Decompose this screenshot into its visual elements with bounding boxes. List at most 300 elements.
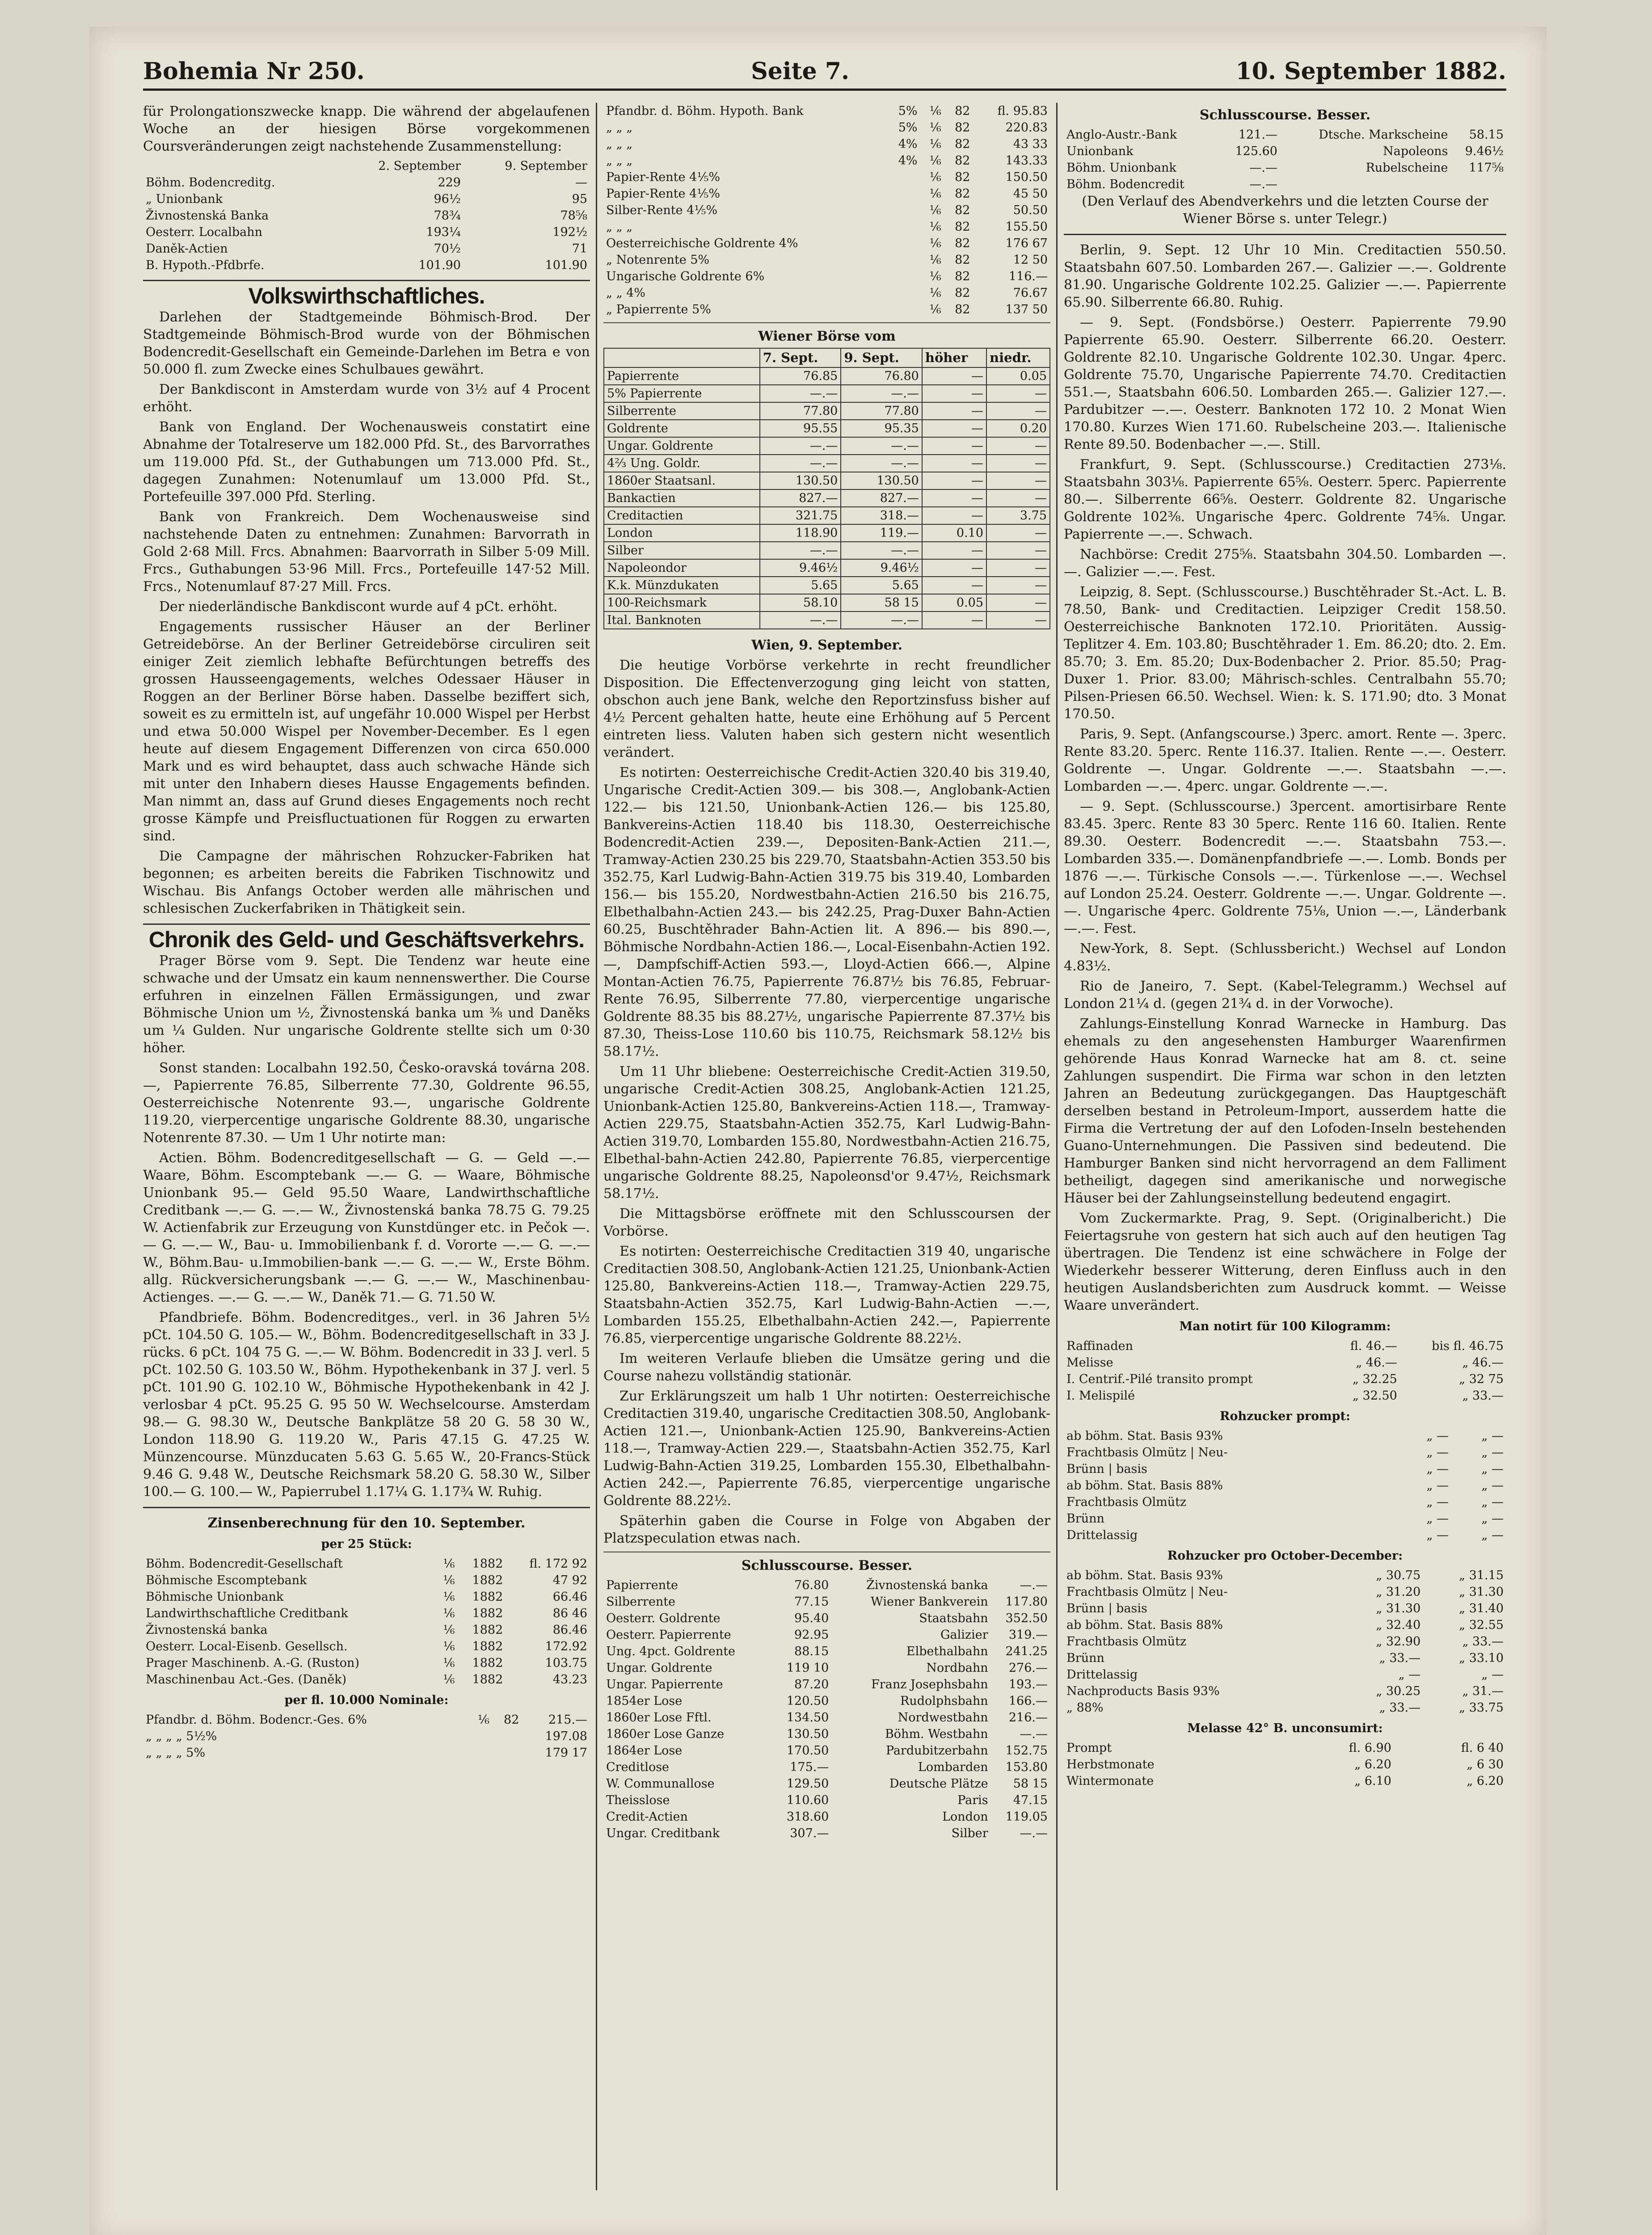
table-subtitle: Rohzucker pro October-December:: [1167, 1549, 1403, 1563]
table-row: [1064, 1338, 1506, 1354]
table-cell: 1854er Lose: [606, 1694, 683, 1708]
divider: [143, 924, 590, 925]
table-cell: 197.08: [545, 1729, 587, 1743]
table-cell: 1882: [472, 1607, 503, 1620]
column-1: [143, 103, 590, 2190]
molasses-table: [1064, 1740, 1506, 1789]
table-row: [1064, 160, 1506, 176]
table-cell: 50.50: [1013, 203, 1048, 217]
table-row: [143, 1589, 590, 1605]
table-cell: Böhm. Bodencredit-Gesellschaft: [146, 1557, 343, 1571]
intro-paragraph: für Prolongationszwecke knapp. Die während der abgelaufenen Woche an der hiesigen Börse vorgekommenen Coursveränderungen zeigt nachstehende Zusammenstellung:: [143, 104, 590, 154]
table-row: [604, 577, 1050, 594]
table-row: [143, 158, 590, 174]
table-cell: Prompt: [1066, 1741, 1112, 1755]
table-cell: 0.20: [986, 420, 1050, 437]
table-cell: ⅙: [929, 121, 941, 135]
table-cell: Oesterr. Goldrente: [606, 1611, 721, 1625]
paragraph: Es notirten: Oesterreichische Creditactien 319 40, ungarische Creditactien 308.50, Anglobank-Actien 121.25, Unionbank-Actien 125.80, Bankvereins-Actien 118.—, Tramway-Actien 229.75, Staatsbahn-Actien 352.75, Karl Ludwig-Bahn-Actien —.—, Lombarden 155.25, Elbethalbahn-Actien 242.—, Papierrente 76.85, vierpercentige ungarische Goldrente 88.22½.: [603, 1244, 1050, 1346]
table-row: [603, 1726, 1050, 1742]
table-row: [143, 207, 590, 224]
table-cell: 176 67: [1005, 236, 1048, 250]
table-cell: „ 32.55: [1459, 1618, 1504, 1632]
table-cell: 216.—: [1008, 1711, 1048, 1725]
table-cell: —.—: [760, 385, 841, 402]
table-row: [143, 1671, 590, 1688]
table-cell: 116.—: [1008, 270, 1048, 283]
table-row: [143, 1572, 590, 1589]
table-cell: 76.80: [841, 367, 922, 385]
table-cell: 155.50: [1005, 220, 1048, 234]
table-cell: 4⅔ Ung. Goldr.: [604, 455, 760, 472]
table-cell: 47.15: [1013, 1793, 1048, 1807]
table-row: [604, 489, 1050, 507]
table-cell: 130.50: [760, 472, 841, 489]
paragraph: Engagements russischer Häuser an der Berliner Getreidebörse. An der Berliner Getreidebörse circuliren seit einiger Zeit ziemlich lebhafte Befürchtungen betreffs des grossen Hausseengagements, welches Odessaer Häuser in Roggen an der Berliner Börse haben. Dasselbe beziffert sich, soweit es zu ermitteln ist, auf ungefähr 10.000 Wispel per Herbst und etwa 50.000 Wispel per November-December. Es l egen heute auf diesem Engagement Differenzen von circa 650.000 Mark und es wird behauptet, dass auch schwache Hände sich mit unter den Inhabern dieses Hausse Engagements befinden. Man nimmt an, dass auf Grund dieses Engagements noch recht grosse Kämpfe und Preisfluctuationen für Roggen zu erwarten sind.: [143, 619, 590, 844]
paragraph: Der Bankdiscont in Amsterdam wurde von 3½ auf 4 Procent erhöht.: [143, 382, 590, 415]
table-row: [1064, 1527, 1506, 1543]
table-cell: „ 31.30: [1459, 1585, 1504, 1599]
table-cell: 77.80: [841, 402, 922, 420]
table-cell: —: [922, 577, 986, 594]
table-row: [1064, 1477, 1506, 1494]
table-cell: Ungar. Creditbank: [606, 1826, 720, 1840]
table-row: [603, 1759, 1050, 1775]
table-subtitle: Rohzucker prompt:: [1220, 1409, 1350, 1423]
divider: [143, 1507, 590, 1508]
table-row: [1064, 1428, 1506, 1444]
table-row: [604, 385, 1050, 402]
paragraph: — 9. Sept. (Fondsbörse.) Oesterr. Papierrente 79.90 Papierrente 65.90. Oesterr. Silberrente 66.20. Oesterr. Goldrente 82.10. Ungarische Goldrente 102.30. Ungar. 4perc. Goldrente 75.70, Ungarische Papierrente 74.70. Creditactien 551.—, Staatsbahn 606.50. Lombarden 265.—. Galizier 127.—. Pardubitzer —.—. Oesterr. Banknoten 172 10. 2 Monat Wien 170.80. Kurzes Wien 171.60. Rubelscheine 203.—. Italienische Rente 89.50. Bodenbacher —.—. Still.: [1064, 315, 1506, 452]
table-cell: 82: [955, 121, 970, 135]
table-cell: 143.33: [1005, 154, 1048, 168]
table-row: [1064, 1371, 1506, 1387]
table-cell: „ —: [1426, 1462, 1449, 1476]
column-divider: [1056, 103, 1058, 2190]
table-title: Man notirt für 100 Kilogramm:: [1179, 1320, 1391, 1333]
table-cell: [1451, 176, 1506, 193]
table-cell: 9.46½: [1465, 144, 1504, 158]
table-cell: „ „ 4%: [606, 286, 645, 300]
table-cell: „ 32.40: [1376, 1618, 1421, 1632]
table-row: [603, 119, 1050, 136]
table-cell: Živnostenská Banka: [146, 209, 269, 223]
table-row: [603, 202, 1050, 219]
table-cell: 5% Papierrente: [604, 385, 760, 402]
section-body: [143, 308, 590, 917]
table-cell: „ 6.20: [1354, 1758, 1391, 1771]
table-cell: „ 88%: [1066, 1701, 1104, 1715]
change-table: [143, 158, 590, 274]
table-cell: „ —: [1481, 1446, 1504, 1459]
table-cell: 58 15: [1013, 1777, 1048, 1791]
table-cell: —: [986, 542, 1050, 559]
table-cell: W. Communallose: [606, 1777, 715, 1791]
table-cell: Brünn: [1066, 1512, 1104, 1526]
table-cell: 95.40: [794, 1611, 829, 1625]
table-cell: 276.—: [1008, 1661, 1048, 1675]
table-cell: 119 10: [786, 1661, 829, 1675]
table-cell: —: [986, 594, 1050, 611]
table-cell: 170.50: [786, 1744, 829, 1758]
table-cell: Ungar. Papierrente: [606, 1678, 723, 1691]
table-cell: ⅙: [443, 1673, 455, 1687]
table-cell: Paris: [957, 1793, 988, 1807]
table-row: [1064, 1444, 1506, 1461]
paragraph: Der niederländische Bankdiscont wurde auf 4 pCt. erhöht.: [159, 599, 558, 615]
table-cell: —: [986, 559, 1050, 577]
table-cell: „ „ „ „ 5%: [146, 1746, 206, 1760]
table-cell: Nachproducts Basis 93%: [1066, 1684, 1220, 1698]
table-cell: fl. 46.—: [1350, 1339, 1397, 1353]
raw-sugar-october-table: [1064, 1567, 1506, 1716]
table-cell: K.k. Münzdukaten: [604, 577, 760, 594]
table-cell: Nordbahn: [926, 1661, 988, 1675]
table-cell: 58 15: [841, 594, 922, 611]
table-cell: „ 6 30: [1467, 1758, 1504, 1771]
table-cell: —.—: [841, 385, 922, 402]
table-row: [603, 1742, 1050, 1759]
table-cell: Silberrente: [604, 402, 760, 420]
table-cell: 5%: [898, 104, 918, 118]
table-cell: 137 50: [1005, 303, 1048, 316]
table-cell: Pardubitzerbahn: [885, 1744, 988, 1758]
table-cell: „ „ „: [606, 220, 633, 234]
table-row: [604, 611, 1050, 629]
table-cell: ab böhm. Stat. Basis 93%: [1066, 1569, 1223, 1582]
table-cell: Ital. Banknoten: [604, 611, 760, 629]
table-cell: Pfandbr. d. Böhm. Hypoth. Bank: [606, 104, 804, 118]
table-cell: 82: [955, 154, 970, 168]
table-cell: 5%: [898, 121, 918, 135]
table-cell: [886, 268, 920, 285]
table-cell: 150.50: [1005, 170, 1048, 184]
table-cell: 121.—: [1238, 128, 1277, 142]
table-cell: Oesterreichische Goldrente 4%: [606, 236, 798, 250]
table-cell: B. Hypoth.-Pfdbrfe.: [146, 258, 265, 272]
table-cell: 86.46: [552, 1623, 587, 1637]
table-cell: ⅙: [443, 1656, 455, 1670]
table-cell: [1280, 176, 1451, 193]
table-row: [604, 472, 1050, 489]
table-cell: 45 50: [1013, 187, 1048, 201]
table-row: [603, 1825, 1050, 1842]
interest-table-2: [143, 1712, 590, 1761]
table-cell: —.—: [841, 455, 922, 472]
table-row: [1064, 1510, 1506, 1527]
table-cell: 82: [955, 187, 970, 201]
table-row: [604, 542, 1050, 559]
table-row: [143, 1728, 590, 1745]
table-cell: 92.95: [794, 1628, 829, 1642]
table-cell: [886, 301, 920, 318]
table-cell: „ —: [1426, 1512, 1449, 1526]
table-cell: ⅙: [443, 1590, 455, 1604]
table-cell: 95.55: [760, 420, 841, 437]
table-cell: [492, 1728, 522, 1745]
table-cell: „ 32.50: [1352, 1389, 1397, 1403]
table-cell: Böhm. Bodencreditg.: [146, 176, 275, 190]
table-row: [603, 1693, 1050, 1709]
table-cell: —: [986, 489, 1050, 507]
table-cell: 1882: [472, 1557, 503, 1571]
table-cell: 179 17: [545, 1746, 587, 1760]
table-cell: 4%: [898, 137, 918, 151]
table-cell: —: [575, 176, 587, 190]
table-cell: ab böhm. Stat. Basis 93%: [1066, 1429, 1223, 1443]
table-cell: Rudolphsbahn: [900, 1694, 988, 1708]
table-cell: Elbethalbahn: [906, 1645, 988, 1658]
table-row: [604, 559, 1050, 577]
table-cell: 9.46½: [841, 559, 922, 577]
raw-sugar-table: [1064, 1428, 1506, 1543]
divider: [1064, 234, 1506, 235]
table-cell: Frachtbasis Olmütz | Neu-: [1066, 1585, 1228, 1599]
table-row: [1064, 1633, 1506, 1650]
table-row: [604, 455, 1050, 472]
table-cell: „ —: [1481, 1512, 1504, 1526]
table-cell: 119.05: [1005, 1810, 1048, 1824]
table-cell: Papier-Rente 4⅕%: [606, 187, 721, 201]
table-cell: —: [922, 611, 986, 629]
table-cell: —.—: [841, 437, 922, 455]
interest-table: [143, 1556, 590, 1688]
table-cell: 119.—: [841, 524, 922, 542]
table-cell: Böhm. Unionbank: [1066, 161, 1176, 175]
paragraph: Berlin, 9. Sept. 12 Uhr 10 Min. Creditactien 550.50. Staatsbahn 607.50. Lombarden 267.—. Galizier —.—. Goldrente 81.90. Ungarische Goldrente 102.25. Galizier —.—. Papierrente 65.90. Silberrente 66.80. Ruhig.: [1064, 242, 1506, 310]
table-cell: 827.—: [841, 489, 922, 507]
table-cell: —.—: [1020, 1578, 1048, 1592]
table-row: [603, 136, 1050, 152]
table-cell: Frachtbasis Olmütz | Neu-: [1066, 1446, 1228, 1459]
table-cell: Creditactien: [604, 507, 760, 524]
table-cell: 319.—: [1008, 1628, 1048, 1642]
table-cell: 3.75: [986, 507, 1050, 524]
table-cell: 43.23: [552, 1673, 587, 1687]
table-cell: „ —: [1426, 1429, 1449, 1443]
table-cell: —: [922, 420, 986, 437]
paragraph: Nachbörse: Credit 275⅝. Staatsbahn 304.50. Lombarden —.—. Galizier —.—. Fest.: [1064, 547, 1506, 580]
table-row: [603, 103, 1050, 119]
table-cell: 101.90: [418, 258, 461, 272]
table-cell: „ 32.25: [1352, 1372, 1397, 1386]
paragraph: Frankfurt, 9. Sept. (Schlusscourse.) Creditactien 273⅛. Staatsbahn 303⅛. Papierrente 65⅝. Oesterr. 5perc. Papierrente 80.—. Silberrente 66⅝. Oesterr. Goldrente 82. Ungarische Goldrente 102⅜. Ungarische 4perc. Goldrente 74⅝. Ungar. Papierrente —.—. Schwach.: [1064, 457, 1506, 542]
table-cell: Papierrente: [604, 367, 760, 385]
table-title: Schlusscourse. Besser.: [741, 1558, 913, 1573]
table-cell: 1882: [472, 1590, 503, 1604]
table-cell: 82: [955, 104, 970, 118]
table-cell: [468, 1745, 492, 1761]
table-cell: [492, 1745, 522, 1761]
table-cell: Anglo-Austr.-Bank: [1066, 128, 1177, 142]
table-cell: [886, 235, 920, 252]
table-cell: ⅙: [929, 203, 941, 217]
table-row: [603, 1709, 1050, 1726]
table-cell: 125.60: [1235, 144, 1277, 158]
table-cell: —.—: [760, 455, 841, 472]
table-cell: 76.80: [794, 1578, 829, 1592]
table-cell: 117⅝: [1469, 161, 1504, 175]
table-cell: 193.—: [1008, 1678, 1048, 1691]
table-cell: „ 31.40: [1459, 1602, 1504, 1615]
table-cell: —: [986, 577, 1050, 594]
table-row: [603, 1676, 1050, 1693]
table-row: [604, 594, 1050, 611]
table-cell: 193¼: [426, 225, 461, 239]
table-cell: Oesterr. Papierrente: [606, 1628, 731, 1642]
table-cell: 82: [955, 270, 970, 283]
table-cell: „ 32 75: [1459, 1372, 1504, 1386]
table-cell: Staatsbahn: [919, 1611, 988, 1625]
table-cell: fl. 6.90: [1349, 1741, 1391, 1755]
table-cell: 229: [438, 176, 461, 190]
table-cell: 192½: [552, 225, 587, 239]
table-cell: „ —: [1481, 1479, 1504, 1493]
table-cell: Frachtbasis Olmütz: [1066, 1635, 1187, 1649]
table-cell: 130.50: [841, 472, 922, 489]
table-row: [1064, 1494, 1506, 1510]
table-row: [1064, 1600, 1506, 1617]
table-cell: Napoleondor: [604, 559, 760, 577]
table-cell: „ —: [1398, 1668, 1421, 1682]
table-cell: 1882: [472, 1623, 503, 1637]
table-cell: Rubelscheine: [1365, 161, 1448, 175]
table-row: [1064, 1773, 1506, 1789]
table-cell: „ —: [1481, 1429, 1504, 1443]
table-cell: [886, 252, 920, 268]
table-cell: 58.10: [760, 594, 841, 611]
table-cell: 1864er Lose: [606, 1744, 683, 1758]
table-cell: 1860er Staatsanl.: [604, 472, 760, 489]
table-cell: 101.90: [545, 258, 587, 272]
table-cell: —.—: [1249, 177, 1277, 191]
table-row: [603, 1809, 1050, 1825]
header-rule: [143, 89, 1506, 91]
table-cell: ⅙: [929, 303, 941, 316]
table-row: [143, 1605, 590, 1622]
table-cell: 1882: [472, 1656, 503, 1670]
table-cell: 5.65: [841, 577, 922, 594]
table-cell: „ —: [1481, 1495, 1504, 1509]
table-cell: Lombarden: [918, 1760, 988, 1774]
table-cell: Creditlose: [606, 1760, 670, 1774]
table-cell: 0.10: [922, 524, 986, 542]
table-cell: 827.—: [760, 489, 841, 507]
table-cell: ⅙: [443, 1607, 455, 1620]
table-row: [1064, 1461, 1506, 1477]
table-cell: Credit-Actien: [606, 1810, 688, 1824]
table-cell: ⅙: [443, 1640, 455, 1653]
table-cell: 5.65: [760, 577, 841, 594]
table-cell: „ „ „ „ 5½%: [146, 1729, 217, 1743]
table-cell: „ „ „: [606, 121, 633, 135]
table-cell: —: [922, 455, 986, 472]
table-cell: Nordwestbahn: [898, 1711, 988, 1725]
table-cell: Franz Josephsbahn: [871, 1678, 988, 1691]
table-cell: 1882: [472, 1573, 503, 1587]
table-cell: Bankactien: [604, 489, 760, 507]
table-row: [603, 1627, 1050, 1643]
table-cell: 318.—: [841, 507, 922, 524]
newspaper-page: [89, 27, 1547, 2235]
table-cell: „ —: [1481, 1528, 1504, 1542]
table-row: [1064, 1354, 1506, 1371]
column-3: [1064, 103, 1506, 2190]
table-cell: —.—: [760, 437, 841, 455]
table-cell: ⅙: [929, 236, 941, 250]
table-cell: „ 31.—: [1462, 1684, 1504, 1698]
page-header: [143, 45, 1506, 85]
table-cell: 110.60: [786, 1793, 829, 1807]
table-cell: 43 33: [1013, 137, 1048, 151]
paragraph: Die heutige Vorbörse verkehrte in recht freundlicher Disposition. Die Effectenverzogung ging leicht von statten, obschon auch jene Bank, welche den Reportzinsfuss bisher auf 4½ Percent gehalten hatte, heute eine Erhöhung auf 5 Percent eintreten liess. Valuten haben sich gestern nicht wesentlich verändert.: [603, 658, 1050, 760]
table-cell: „ 46.—: [1356, 1356, 1397, 1370]
table-cell: Oesterr. Localbahn: [146, 225, 263, 239]
table-cell: [886, 285, 920, 301]
paragraph: Die Mittagsbörse eröffnete mit den Schlusscoursen der Vorbörse.: [603, 1206, 1050, 1239]
table-cell: 47 92: [552, 1573, 587, 1587]
table-row: [603, 1610, 1050, 1627]
table-cell: —: [922, 542, 986, 559]
table-cell: „ —: [1426, 1528, 1449, 1542]
table-row: [1064, 1617, 1506, 1633]
table-cell: 71: [572, 242, 587, 256]
table-cell: ⅙: [929, 170, 941, 184]
table-row: [603, 252, 1050, 268]
table-cell: 87.20: [794, 1678, 829, 1691]
table-row: [143, 1638, 590, 1655]
table-cell: Prager Maschinenb. A.-G. (Ruston): [146, 1656, 359, 1670]
table-cell: Daněk-Actien: [146, 242, 228, 256]
table-cell: 95.35: [841, 420, 922, 437]
table-cell: 12 50: [1013, 253, 1048, 267]
table-cell: —.—: [760, 611, 841, 629]
table-row: [143, 1712, 590, 1728]
table-cell: 82: [955, 137, 970, 151]
table-row: [1064, 1584, 1506, 1600]
table-row: [1064, 176, 1506, 193]
table-cell: 1860er Lose Ganze: [606, 1727, 725, 1741]
table-cell: —: [986, 524, 1050, 542]
table-cell: Napoleons: [1383, 144, 1448, 158]
table-row: [1064, 143, 1506, 160]
table-cell: —: [922, 472, 986, 489]
table-row: [1064, 1666, 1506, 1683]
table-cell: Pfandbr. d. Böhm. Bodencr.-Ges. 6%: [146, 1713, 367, 1727]
table-cell: 95: [572, 192, 587, 206]
divider: [143, 280, 590, 281]
table-cell: 153.80: [1005, 1760, 1048, 1774]
table-row: [603, 301, 1050, 318]
bond-table: [603, 103, 1050, 318]
table-cell: „ 33.—: [1379, 1701, 1421, 1715]
table-cell: Böhmische Escomptebank: [146, 1573, 307, 1587]
column-header: niedr.: [986, 348, 1050, 367]
table-cell: 82: [955, 253, 970, 267]
table-cell: —: [986, 437, 1050, 455]
paragraph: Pfandbriefe. Böhm. Bodencreditges., verl. in 36 Jahren 5½ pCt. 104.50 G. 105.— W., Böhm. Bodencreditgesellschaft in 33 J. rücks. 6 pCt. 104 75 G. —.— W. Böhm. Bodencredit in 33 J. verl. 5 pCt. 102.50 G. 103.50 W., Böhm. Hypothekenbank in 37 J. verl. 5 pCt. 101.90 G. 102.10 W., Böhmische Hypothekenbank in 42 J. verlosbar 4 pCt. 95.25 G. 95 50 W. Wechselcourse. Amsterdam 98.— G. 98.30 W., Deutsche Bankplätze 58 20 G. 58 30 W., London 118.90 G. 119.20 W., Paris 47.15 G. 47.25 W. Münzencourse. Münzducaten 5.63 G. 5.65 W., 20-Francs-Stück 9.46 G. 9.48 W., Deutsche Reichsmark 58.20 G. 58.30 W., Silber 100.— G. 100.— W., Papierrubel 1.17¼ G. 1.17¾ W. Ruhig.: [143, 1310, 590, 1500]
table-cell: Ung. 4pct. Goldrente: [606, 1645, 736, 1658]
section-body: [1064, 241, 1506, 1314]
table-row: [143, 1655, 590, 1671]
table-subtitle: per fl. 10.000 Nominale:: [284, 1693, 449, 1707]
table-cell: 120.50: [786, 1694, 829, 1708]
table-cell: ⅙: [929, 154, 941, 168]
table-cell: „ 31.20: [1376, 1585, 1421, 1599]
table-cell: Wiener Bankverein: [871, 1595, 988, 1609]
table-cell: Silber: [604, 542, 760, 559]
header-right: 10. September 1882.: [1235, 58, 1506, 85]
